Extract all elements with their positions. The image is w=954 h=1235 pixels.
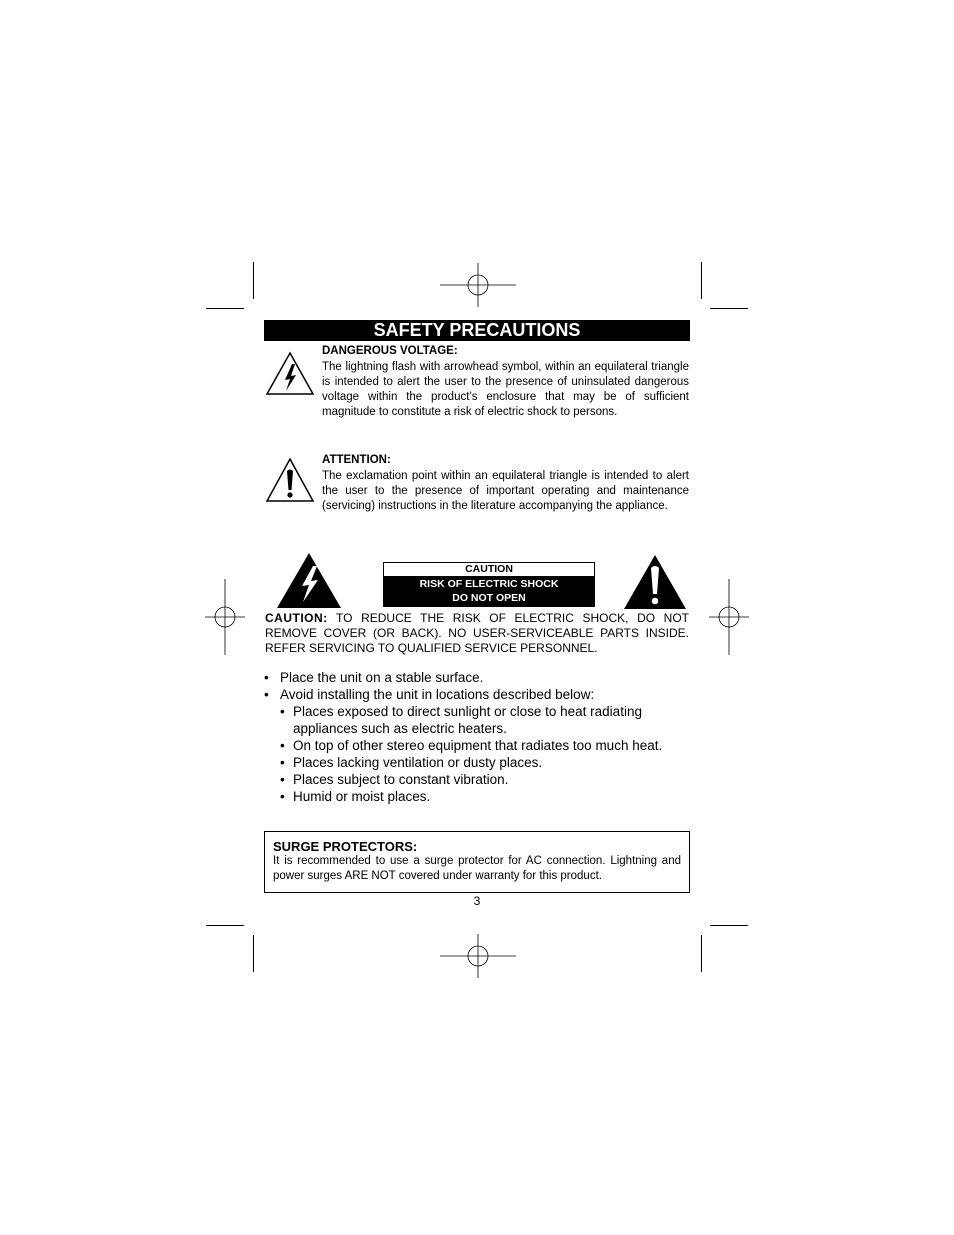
list-item: • Places exposed to direct sunlight or close to heat radiating appliances such as electric heaters. — [280, 703, 694, 737]
attention-heading: ATTENTION: — [322, 454, 391, 466]
crop-mark — [710, 925, 748, 926]
page-number: 3 — [473, 894, 481, 908]
registration-mark-icon — [440, 934, 516, 978]
lightning-triangle-icon — [265, 351, 315, 396]
surge-protectors-box — [264, 831, 690, 893]
registration-mark-icon — [205, 579, 245, 655]
list-item — [264, 686, 694, 805]
caution-label — [383, 562, 595, 607]
surge-body: It is recommended to use a surge protector for AC connection. Lightning and power surges ARE NOT covered under warranty for this product. — [273, 855, 681, 882]
crop-mark — [701, 262, 702, 299]
dangerous-voltage-body: The lightning flash with arrowhead symbol, within an equilateral triangle is intended to alert the user to the presence of uninsulated dangerous voltage within the product’s enclosure that may be of sufficient magnitude to constitute a risk of electric shock to persons. — [322, 361, 689, 418]
surge-heading: SURGE PROTECTORS: — [273, 839, 418, 854]
registration-mark-icon — [709, 579, 749, 655]
attention-body: The exclamation point within an equilateral triangle is intended to alert the user to the presence of important operating and maintenance (servicing) instructions in the literature accompanying the appliance. — [322, 470, 689, 512]
list-item: • Humid or moist places. — [280, 788, 694, 805]
caution-label-line3: DO NOT OPEN — [452, 592, 526, 604]
caution-label-line1: CAUTION — [384, 563, 594, 576]
crop-mark — [253, 935, 254, 972]
installation-list — [264, 669, 694, 805]
list-item-text: Avoid installing the unit in locations described below: — [280, 687, 595, 702]
registration-mark-icon — [440, 263, 516, 307]
lightning-triangle-icon — [276, 552, 342, 609]
sub-list — [280, 703, 694, 805]
crop-mark — [710, 308, 748, 309]
exclamation-triangle-icon — [265, 457, 315, 503]
caution-body: TO REDUCE THE RISK OF ELECTRIC SHOCK, DO NOT REMOVE COVER (OR BACK). NO USER-SERVICEABLE PARTS INSIDE. REFER SERVICING TO QUALIFIED SERVICE PERSONNEL. — [265, 611, 689, 655]
list-item: • Places lacking ventilation or dusty places. — [280, 754, 694, 771]
caution-statement — [265, 611, 689, 656]
page-title: SAFETY PRECAUTIONS — [264, 320, 690, 341]
exclamation-triangle-icon — [623, 554, 687, 610]
caution-lead: CAUTION: — [265, 611, 328, 625]
caution-label-lower — [384, 576, 594, 606]
crop-mark — [206, 308, 244, 309]
list-item: • Place the unit on a stable surface. — [264, 669, 694, 686]
crop-mark — [701, 935, 702, 972]
crop-mark — [253, 262, 254, 299]
caution-label-line2: RISK OF ELECTRIC SHOCK — [419, 578, 559, 590]
dangerous-voltage-heading: DANGEROUS VOLTAGE: — [322, 345, 458, 357]
crop-mark — [206, 925, 244, 926]
list-item: • On top of other stereo equipment that radiates too much heat. — [280, 737, 694, 754]
list-item: • Places subject to constant vibration. — [280, 771, 694, 788]
